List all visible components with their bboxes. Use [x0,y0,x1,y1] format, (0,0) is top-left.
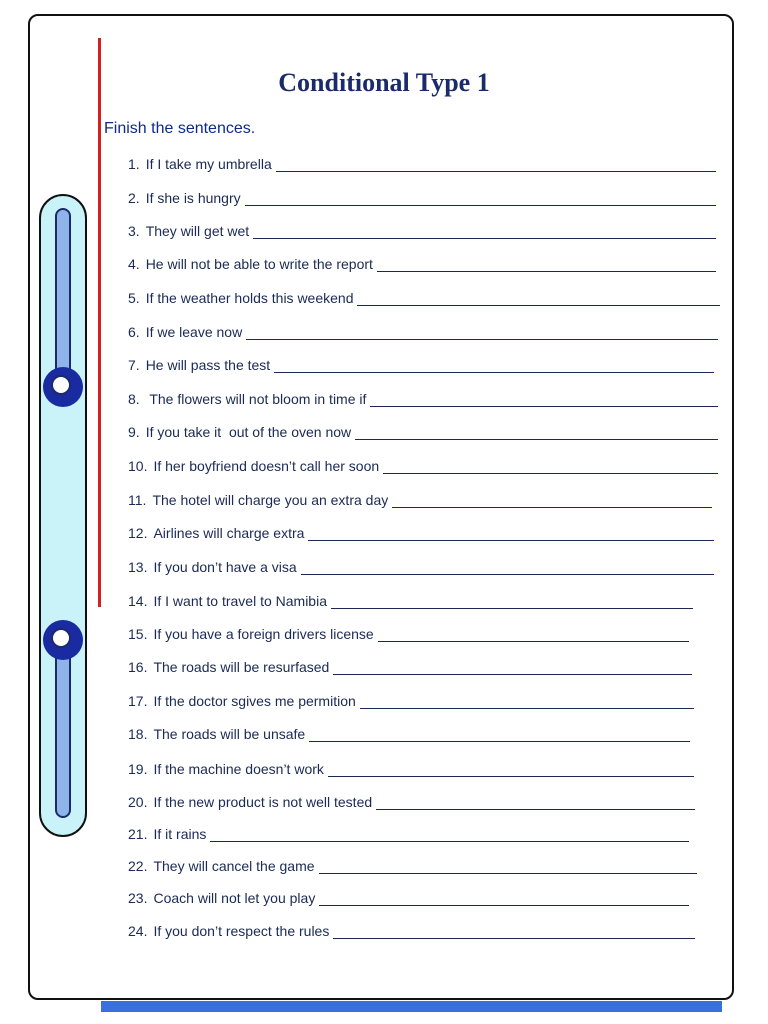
sentence-item [128,286,720,306]
sentence-number: 19. [128,761,148,777]
sentence-item [128,689,694,709]
sentence-number: 23. [128,890,148,906]
sentence-text: If she is hungry [145,190,241,206]
binder-slot-bottom [55,638,71,818]
answer-blank-line[interactable] [319,859,697,874]
sentence-text: If you take it out of the oven now [145,424,352,440]
sentence-item [128,589,693,609]
sentence-number: 13. [128,559,148,575]
sentence-number: 6. [128,324,140,340]
answer-blank-line[interactable] [246,325,718,340]
answer-blank-line[interactable] [377,257,716,272]
sentence-text: The roads will be unsafe [153,726,306,742]
sentence-text: If I want to travel to Namibia [153,593,327,609]
answer-blank-line[interactable] [328,762,694,777]
sentence-item [128,822,689,842]
answer-blank-line[interactable] [276,157,716,172]
answer-blank-line[interactable] [301,560,714,575]
answer-blank-line[interactable] [331,594,693,609]
sentence-text: He will pass the test [145,357,271,373]
sentence-text: If the new product is not well tested [153,794,373,810]
red-margin-line [98,38,101,607]
answer-blank-line[interactable] [355,425,718,440]
instruction-text: Finish the sentences. [104,120,256,137]
sentence-number: 1. [128,156,140,172]
sentence-item [128,387,718,407]
answer-blank-line[interactable] [370,392,718,407]
answer-blank-line[interactable] [309,727,690,742]
sentence-number: 15. [128,626,148,642]
page-title: Conditional Type 1 [278,68,490,97]
sentence-text: If we leave now [145,324,243,340]
sentence-text: If you don’t respect the rules [153,923,330,939]
sentence-item [128,488,712,508]
sentence-item [128,152,716,172]
sentence-text: If it rains [153,826,207,842]
answer-blank-line[interactable] [333,924,695,939]
sentence-text: They will get wet [145,223,250,239]
sentence-text: He will not be able to write the report [145,256,373,272]
sentence-item [128,219,716,239]
sentence-item [128,757,694,777]
sentence-number: 14. [128,593,148,609]
sentence-text: They will cancel the game [153,858,315,874]
sentence-item [128,790,695,810]
binder-ring-top-icon [43,367,83,407]
binder-ring-bottom-icon [43,620,83,660]
answer-blank-line[interactable] [357,291,720,306]
sentence-number: 24. [128,923,148,939]
sentence-number: 11. [128,492,147,508]
answer-blank-line[interactable] [333,660,692,675]
answer-blank-line[interactable] [253,224,716,239]
sentence-item [128,252,716,272]
sentence-text: The hotel will charge you an extra day [152,492,389,508]
sentence-item [128,854,697,874]
sentence-item [128,521,714,541]
answer-blank-line[interactable] [378,627,689,642]
answer-blank-line[interactable] [308,526,714,541]
sentence-item [128,555,714,575]
answer-blank-line[interactable] [319,891,689,906]
sentence-item [128,320,718,340]
sentence-number: 17. [128,693,148,709]
answer-blank-line[interactable] [392,493,712,508]
sentence-item [128,353,714,373]
sentence-text: If you have a foreign drivers license [153,626,374,642]
sentence-text: If her boyfriend doesn’t call her soon [153,458,380,474]
sentence-number: 16. [128,659,148,675]
sentence-number: 4. [128,256,140,272]
sentence-text: If I take my umbrella [145,156,272,172]
answer-blank-line[interactable] [360,694,694,709]
answer-blank-line[interactable] [274,358,714,373]
answer-blank-line[interactable] [383,459,718,474]
sentence-item [128,186,716,206]
sentence-text: If the machine doesn’t work [153,761,324,777]
sentence-text: Airlines will charge extra [153,525,305,541]
sentence-item [128,886,689,906]
answer-blank-line[interactable] [376,795,695,810]
sentence-number: 2. [128,190,140,206]
sentence-number: 10. [128,458,148,474]
sentence-item [128,722,690,742]
sentence-item [128,420,718,440]
sentence-item [128,919,695,939]
sentence-number: 7. [128,357,140,373]
sentence-item [128,655,692,675]
sentence-text: If the weather holds this weekend [145,290,354,306]
sentence-item [128,622,689,642]
sentence-text: If the doctor sgives me permition [153,693,356,709]
sentence-number: 22. [128,858,148,874]
sentence-text: Coach will not let you play [153,890,316,906]
sentence-number: 3. [128,223,140,239]
sentence-number: 5. [128,290,140,306]
answer-blank-line[interactable] [245,191,716,206]
answer-blank-line[interactable] [210,827,689,842]
binder-slot-top [55,208,71,388]
sentence-number: 12. [128,525,148,541]
sentence-text: The roads will be resurfased [153,659,330,675]
sentence-number: 21. [128,826,148,842]
sentence-number: 8. [128,391,140,407]
binder-strip [39,194,87,837]
page-shadow-bar [101,1001,722,1012]
sentence-number: 18. [128,726,148,742]
sentence-text: The flowers will not bloom in time if [145,391,367,407]
sentence-number: 20. [128,794,148,810]
sentence-item [128,454,718,474]
sentence-text: If you don’t have a visa [153,559,297,575]
sentence-number: 9. [128,424,140,440]
